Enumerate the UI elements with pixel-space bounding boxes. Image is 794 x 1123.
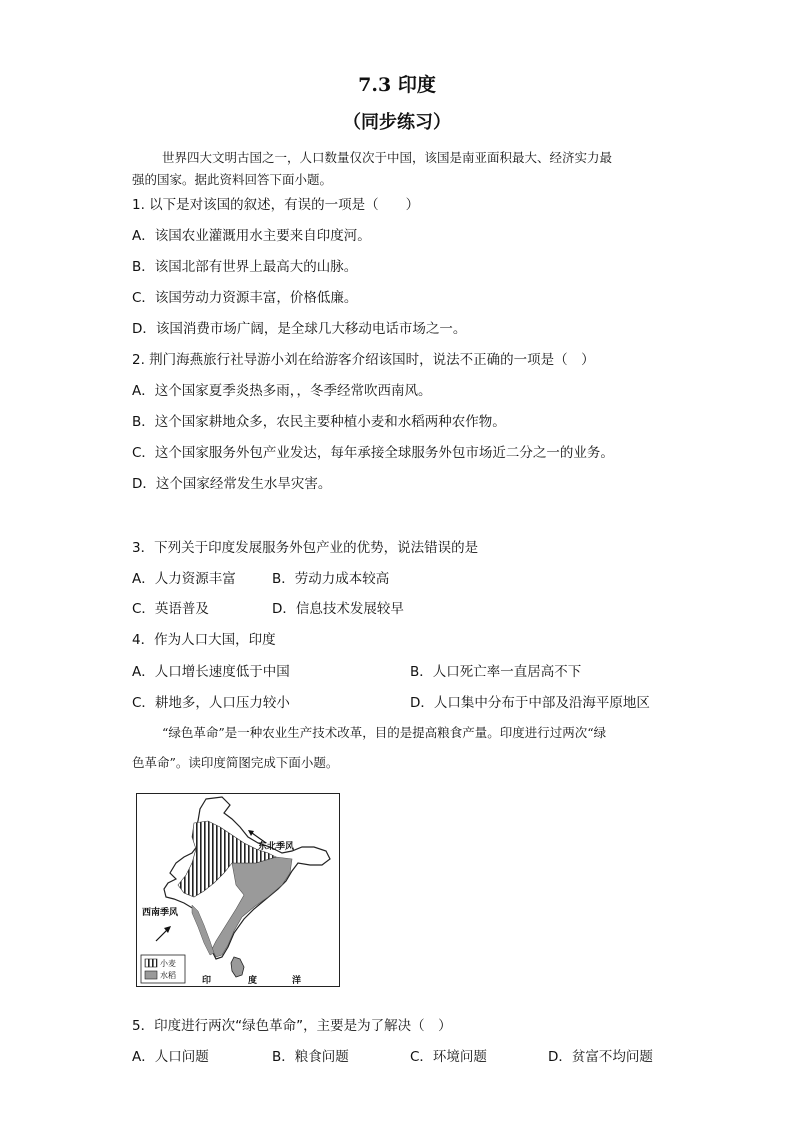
question-4-option-a[interactable]: A．人口增长速度低于中国 (132, 664, 290, 680)
question-3-option-a[interactable]: A．人力资源丰富 (132, 571, 236, 587)
question-2-option-d[interactable]: D．这个国家经常发生水旱灾害。 (132, 476, 332, 492)
question-5-option-a[interactable]: A．人口问题 (132, 1049, 209, 1065)
question-5-option-b[interactable]: B．粮食问题 (272, 1049, 349, 1065)
legend-rice-swatch (145, 971, 157, 979)
legend-rice-label: 水稻 (160, 971, 176, 980)
sw-monsoon-label: 西南季风 (142, 908, 179, 918)
question-1-option-a[interactable]: A．该国农业灌溉用水主要来自印度河。 (132, 228, 371, 244)
question-4-option-c[interactable]: C．耕地多，人口压力较小 (132, 695, 290, 711)
question-2-stem: 2. 荆门海燕旅行社导游小刘在给游客介绍该国时，说法不正确的一项是（ ） (132, 352, 595, 368)
question-2-option-a[interactable]: A．这个国家夏季炎热多雨，，冬季经常吹西南风。 (132, 383, 432, 399)
question-1-option-b[interactable]: B．该国北部有世界上最高大的山脉。 (132, 259, 358, 275)
page-subtitle: （同步练习） (343, 112, 451, 133)
question-3-option-b[interactable]: B．劳动力成本较高 (272, 571, 390, 587)
legend-wheat-swatch (145, 959, 157, 967)
question-5-option-d[interactable]: D．贫富不均问题 (548, 1049, 653, 1065)
question-4-option-d[interactable]: D．人口集中分布于中部及沿海平原地区 (410, 695, 650, 711)
ocean-label-1: 印 (202, 976, 212, 986)
question-1-stem: 1. 以下是对该国的叙述，有误的一项是（ ） (132, 197, 420, 213)
question-3-option-d[interactable]: D．信息技术发展较早 (272, 601, 404, 617)
question-2-option-c[interactable]: C．这个国家服务外包产业发达，每年承接全球服务外包市场近二分之一的业务。 (132, 445, 614, 461)
india-map (136, 793, 340, 987)
question-2-option-b[interactable]: B．这个国家耕地众多，农民主要种植小麦和水稻两种农作物。 (132, 414, 506, 430)
question-3-stem: 3．下列关于印度发展服务外包产业的优势，说法错误的是 (132, 540, 479, 556)
intro2-line2: 色革命”。读印度简图完成下面小题。 (132, 755, 339, 770)
question-4-stem: 4．作为人口大国，印度 (132, 632, 276, 648)
intro1-line1: 世界四大文明古国之一，人口数量仅次于中国，该国是南亚面积最大、经济实力最 (162, 150, 613, 165)
ocean-label-2: 度 (248, 976, 258, 986)
question-5-option-c[interactable]: C．环境问题 (410, 1049, 487, 1065)
ne-monsoon-label: 东北季风 (258, 842, 295, 852)
question-1-option-d[interactable]: D．该国消费市场广阔，是全球几大移动电话市场之一。 (132, 321, 467, 337)
intro2-line1: “绿色革命”是一种农业生产技术改革，目的是提高粮食产量。印度进行过两次“绿 (162, 725, 607, 740)
question-3-option-c[interactable]: C．英语普及 (132, 601, 209, 617)
question-5-stem: 5．印度进行两次“绿色革命”，主要是为了解决（ ） (132, 1018, 452, 1034)
question-4-option-b[interactable]: B．人口死亡率一直居高不下 (410, 664, 582, 680)
ocean-label-3: 洋 (292, 976, 302, 986)
question-1-option-c[interactable]: C．该国劳动力资源丰富，价格低廉。 (132, 290, 358, 306)
intro1-line2: 强的国家。据此资料回答下面小题。 (132, 172, 333, 187)
legend-wheat-label: 小麦 (160, 959, 176, 968)
page-title: 7.3 印度 (358, 74, 436, 96)
